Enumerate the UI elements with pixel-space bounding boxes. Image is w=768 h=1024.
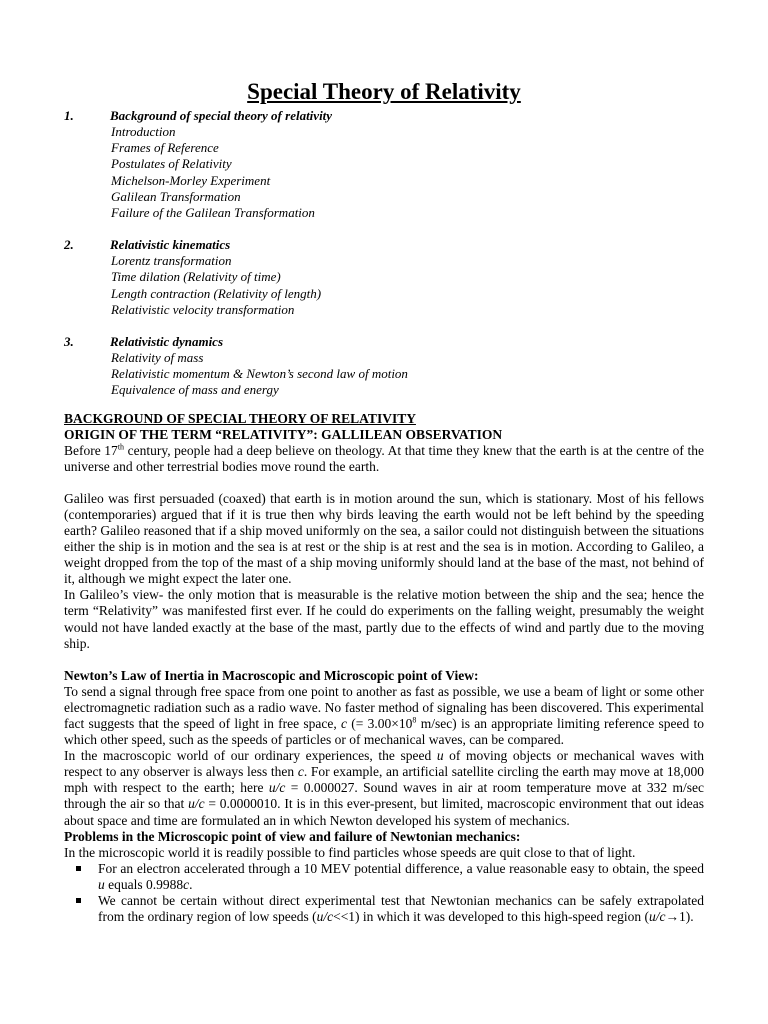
background-heading: BACKGROUND OF SPECIAL THEORY OF RELATIVITY — [64, 410, 416, 426]
topic-item: Failure of the Galilean Transformation — [111, 205, 315, 221]
document-page — [64, 78, 704, 925]
section-2 — [64, 237, 704, 318]
topic-list — [111, 124, 704, 221]
list-item: For an electron accelerated through a 10 MEV potential difference, a value reasonable easy to obtain, the speed u equals 0.9988c. — [64, 861, 704, 893]
topic-item: Frames of Reference — [111, 140, 219, 156]
topic-item: Time dilation (Relativity of time) — [111, 269, 281, 285]
problems-heading: Problems in the Microscopic point of view and failure of Newtonian mechanics: — [64, 828, 521, 844]
document-title: Special Theory of Relativity — [247, 79, 521, 104]
origin-heading: ORIGIN OF THE TERM “RELATIVITY”: GALLILEAN OBSERVATION — [64, 426, 503, 442]
section-1 — [64, 108, 704, 221]
paragraph: To send a signal through free space from one point to another as fast as possible, we use a beam of light or some other electromagnetic radiation such as a radio wave. No faster method of signaling has been discovered. This experimental fact suggests that the speed of light in free space, c (= $3.00\times 10^8$ m/sec) is an appropriate limiting reference speed to which other speed, such as the speeds of particles or of mechanical waves, can be compared. — [64, 683, 704, 748]
paragraph: Before 17th century, people had a deep believe on theology. At that time they knew that the earth is at the centre of the universe and other terrestrial bodies move round the earth. — [64, 442, 704, 474]
square-bullet-icon — [76, 866, 81, 871]
topic-item: Michelson-Morley Experiment — [111, 172, 271, 188]
paragraph: In Galileo’s view- the only motion that is measurable is the relative motion between the ship and the sea; hence the term “Relativity” was manifested first ever. If he could do experiments on the falling weight, presumably the weight would not have landed exactly at the base of the mast, partly due to the effects of wind and partly due to the moving ship. — [64, 587, 704, 651]
section-number: 1. — [64, 108, 74, 123]
section-number: 2. — [64, 237, 74, 253]
topic-item: Relativistic momentum & Newton’s second law of motion — [111, 366, 408, 382]
topic-item: Lorentz transformation — [111, 253, 232, 269]
section-number: 3. — [64, 334, 74, 350]
section-title: Background of special theory of relativity — [110, 108, 333, 123]
bullet-list — [64, 861, 704, 925]
paragraph: Galileo was first persuaded (coaxed) that earth is in motion around the sun, which is stationary. Most of his fellows (contemporaries) argued that if it is true then why birds leaving the earth would not be left behind by the speeding earth? Galileo reasoned that if a ship moved uniformly on the sea, a sailor could not distinguish between the situations either the ship is in motion and the sea is at rest or the ship is at rest and the sea is in motion. According to Galileo, a weight dropped from the top of the mast of a ship moving uniformly should land at the base of the mast, not behind of it, although we might expect the later one. — [64, 490, 704, 587]
square-bullet-icon — [76, 898, 81, 903]
topic-item: Length contraction (Relativity of length) — [111, 285, 322, 301]
topic-item: Relativistic velocity transformation — [111, 301, 295, 317]
list-item: We cannot be certain without direct experimental test that Newtonian mechanics can be safely extrapolated from the ordinary region of low speeds (u/c<<1) in which it was developed to this high-speed region (u/c→1). — [64, 893, 704, 925]
paragraph: In the microscopic world it is readily possible to find particles whose speeds are quit close to that of light. — [64, 844, 636, 860]
topic-item: Postulates of Relativity — [111, 156, 232, 172]
topic-item: Introduction — [111, 124, 176, 139]
section-title: Relativistic dynamics — [110, 334, 224, 350]
paragraph: In the macroscopic world of our ordinary experiences, the speed u of moving objects or mechanical waves with respect to any observer is always less then c. For example, an artificial satellite circling the earth may move at 18,000 mph with respect to the earth; here u/c = 0.000027. Sound waves in air at room temperature move at 332 m/sec through the air so that u/c = 0.0000010. It is in this ever-present, but limited, macroscopic environment that out ideas about space and time are formulated an in which Newton developed his system of mechanics. — [64, 748, 705, 828]
section-title: Relativistic kinematics — [110, 237, 231, 253]
topic-list — [111, 350, 704, 399]
newton-heading: Newton’s Law of Inertia in Macroscopic and Microscopic point of View: — [64, 667, 479, 683]
topic-item: Galilean Transformation — [111, 188, 241, 204]
section-3 — [64, 334, 704, 399]
topic-item: Relativity of mass — [111, 350, 204, 366]
topic-item: Equivalence of mass and energy — [111, 382, 279, 398]
topic-list — [111, 253, 704, 318]
